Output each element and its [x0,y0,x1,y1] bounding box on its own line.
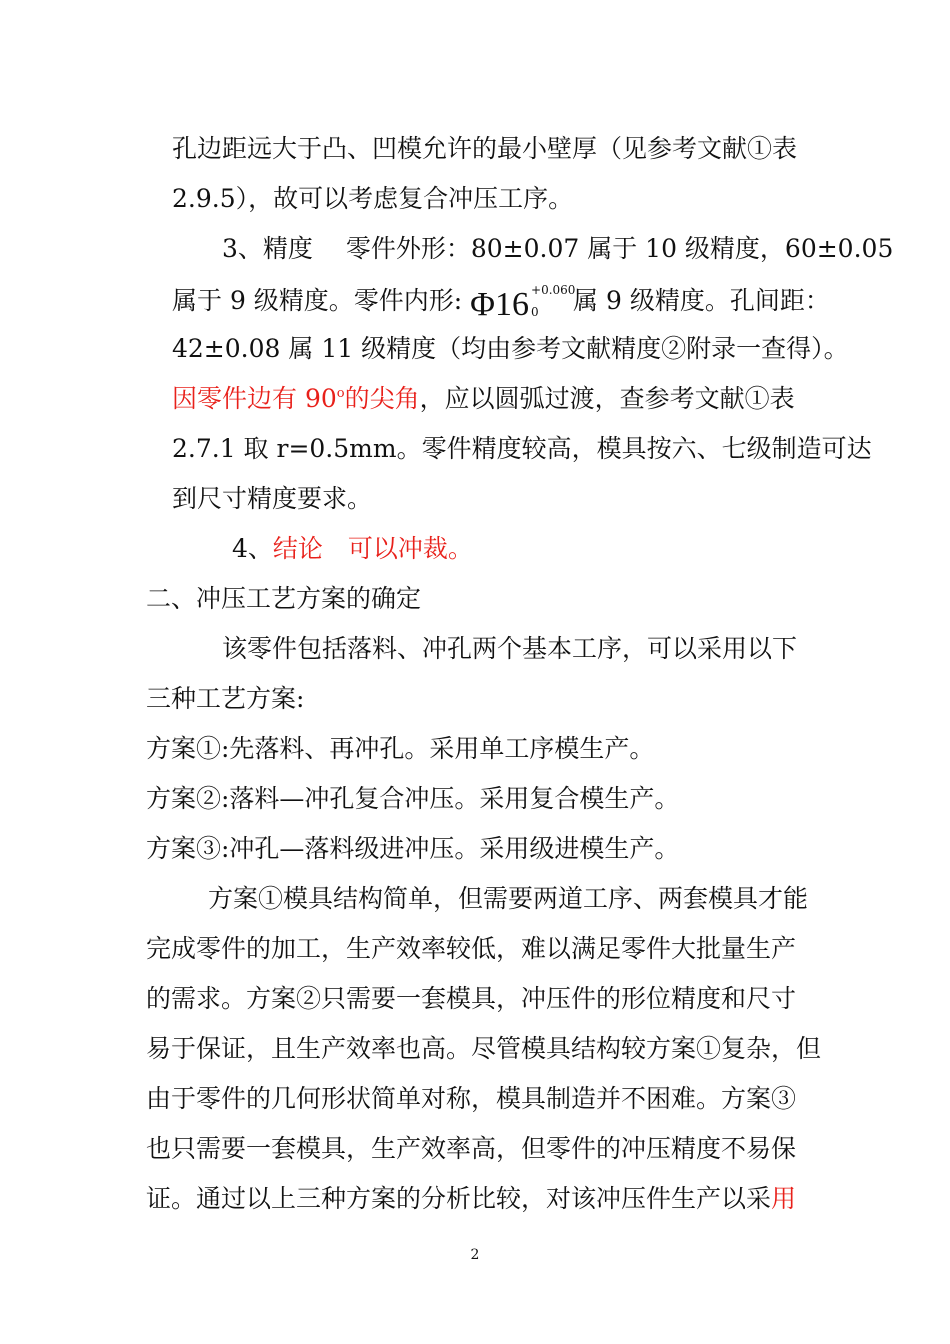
text-line [0,683,950,715]
line-text: 二、冲压工艺方案的确定 [146,584,422,613]
line-text: 方案③:冲孔—落料级进冲压。采用级进模生产。 [146,834,680,863]
text-line-with-formula [0,282,950,323]
line-text: 的需求。方案②只需要一套模具，冲压件的形位精度和尺寸 [146,984,797,1013]
tolerance-stack [529,282,576,319]
line-text: 3、精度 零件外形：80±0.07 属于 10 级精度，60±0.05 [222,234,894,263]
text-line [0,733,950,765]
text-line [0,433,950,465]
text-line [0,233,950,265]
line-text: 证。通过以上三种方案的分析比较，对该冲压件生产以采 [146,1184,772,1213]
tolerance-upper: +0.060 [531,282,576,297]
text-line [0,883,950,915]
line-text: 完成零件的加工，生产效率较低，难以满足零件大批量生产 [146,934,797,963]
text-line [0,633,950,665]
text-line [0,1083,950,1115]
highlighted-text: 的尖角 [344,384,420,413]
text-line [0,183,950,215]
line-text: 属于 9 级精度。零件内形: [172,286,471,315]
highlighted-text: 用 [771,1184,797,1213]
highlighted-text: 结论 可以冲裁。 [272,534,473,563]
section-heading [0,583,950,615]
text-line [0,833,950,865]
diameter-formula: Φ16 [470,286,530,323]
line-text: 到尺寸精度要求。 [172,484,373,513]
text-line [0,383,950,420]
line-text: 2.7.1 取 r=0.5mm。零件精度较高，模具按六、七级制造可达 [172,434,872,463]
highlighted-text: 因零件边有 90 [172,384,337,413]
text-line [0,1033,950,1065]
line-text: 方案①:先落料、再冲孔。采用单工序模生产。 [146,734,655,763]
text-line [0,1183,950,1215]
line-text: 三种工艺方案: [146,684,305,713]
line-text: 2.9.5），故可以考虑复合冲压工序。 [172,184,574,213]
section-number: 4、 [232,534,273,563]
page-number: 2 [470,1247,480,1263]
line-text: 孔边距远大于凸、凹模允许的最小壁厚（见参考文献①表 [172,134,798,163]
tolerance-lower: 0 [531,304,539,319]
line-text: 该零件包括落料、冲孔两个基本工序，可以采用以下 [222,634,798,663]
text-line [0,1133,950,1165]
line-text: 由于零件的几何形状简单对称，模具制造并不困难。方案③ [146,1084,797,1113]
line-text: 也只需要一套模具，生产效率高，但零件的冲压精度不易保 [146,1134,797,1163]
text-line [0,333,950,365]
text-line [0,933,950,965]
line-text: 42±0.08 属 11 级精度（均由参考文献精度②附录一查得）。 [172,334,849,363]
line-text: 属 9 级精度。孔间距： [573,286,830,315]
text-line [0,133,950,165]
text-line [0,483,950,515]
text-line [0,983,950,1015]
line-text: ，应以圆弧过渡，查参考文献①表 [419,384,795,413]
text-line [0,533,950,565]
line-text: 易于保证，且生产效率也高。尽管模具结构较方案①复杂，但 [146,1034,822,1063]
text-line [0,783,950,815]
line-text: 方案①模具结构简单，但需要两道工序、两套模具才能 [208,884,809,913]
line-text: 方案②:落料—冲孔复合冲压。采用复合模生产。 [146,784,680,813]
degree-superscript: o [336,386,345,401]
